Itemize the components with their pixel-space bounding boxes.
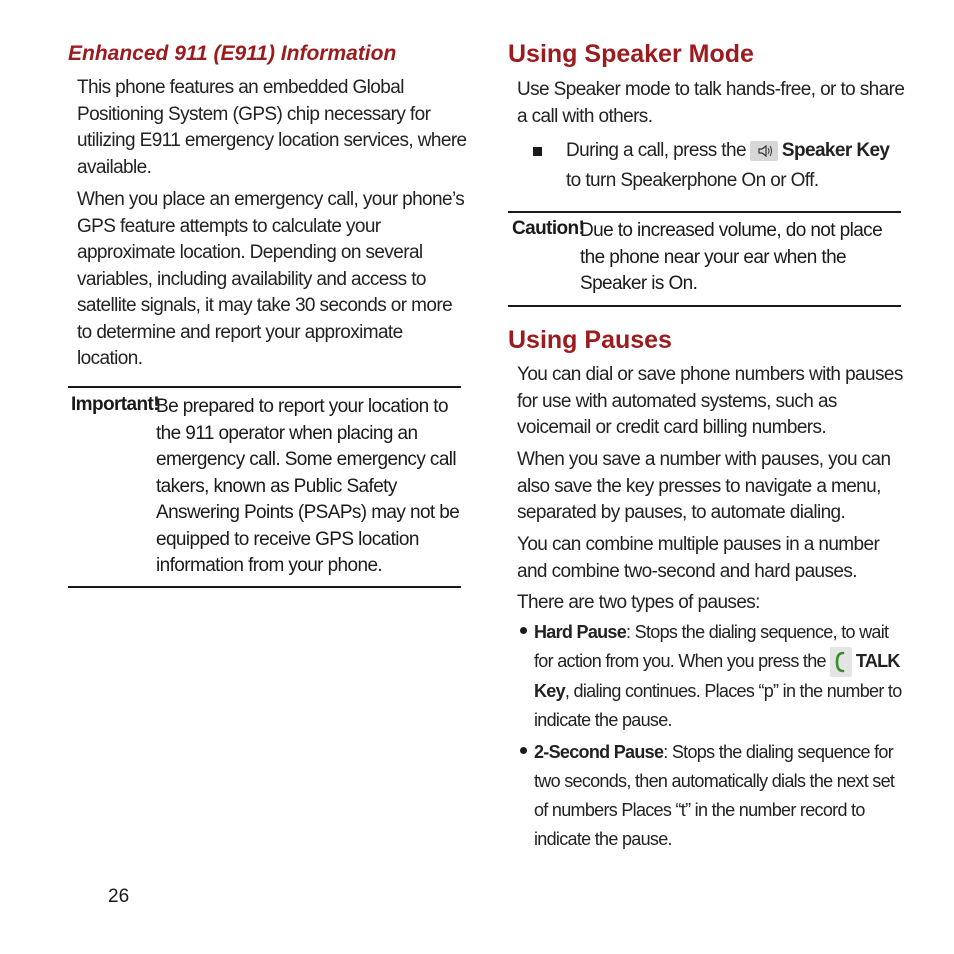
speaker-bullet-pre: During a call, press the — [566, 140, 746, 161]
second-pause-item — [534, 738, 904, 854]
speaker-intro: Use Speaker mode to talk hands-free, or to share a call with others. — [517, 79, 905, 127]
caution-top-rule — [508, 211, 901, 213]
pauses-paragraph-3: You can combine multiple pauses in a number and combine two-second and hard pauses. — [517, 534, 880, 582]
talk-key-label: TALK Key — [534, 651, 900, 702]
bullet-dot — [520, 747, 527, 754]
e911-paragraph-2: When you place an emergency call, your phone’s GPS feature attempts to calculate your approximate location. Depending on several variables, including availability and access to satellite signals, it may take 30 seconds or more to determine and report your approximate location. — [77, 189, 465, 369]
bullet-dot — [520, 627, 527, 634]
speaker-key-label: Speaker Key — [781, 140, 890, 161]
caution-text: Due to increased volume, do not place the phone near your ear when the Speaker is On. — [580, 220, 883, 294]
speaker-bullet — [566, 136, 906, 196]
bullet-square — [533, 147, 542, 156]
hard-pause-item — [534, 618, 904, 735]
hard-pause-label: Hard Pause — [534, 622, 627, 642]
speaker-key-icon — [750, 141, 778, 161]
caution-label: Caution! — [512, 218, 585, 239]
hard-pause-text-2: , dialing continues. Places “p” in the number to indicate the pause. — [534, 681, 902, 731]
pauses-paragraph-1: You can dial or save phone numbers with pauses for use with automated systems, such as voicemail or credit card billing numbers. — [517, 364, 903, 438]
second-pause-text: : Stops the dialing sequence for two seconds, then automatically dials the next set of numbers Places “t” in the number record to indicate the pause. — [534, 742, 895, 849]
talk-key-icon — [830, 647, 852, 677]
e911-paragraph-1: This phone features an embedded Global Positioning System (GPS) chip necessary for utilizing E911 emergency location services, where available. — [77, 77, 467, 178]
important-top-rule — [68, 386, 461, 388]
pauses-paragraph-4: There are two types of pauses: — [517, 592, 760, 613]
page-number: 26 — [108, 886, 130, 907]
hard-pause-text-1: : Stops the dialing sequence, to wait for action from you. When you press the — [534, 622, 889, 671]
section-heading-e911: Enhanced 911 (E911) Information — [68, 42, 397, 65]
speaker-bullet-post: to turn Speakerphone On or Off. — [566, 170, 819, 191]
pauses-paragraph-2: When you save a number with pauses, you can also save the key presses to navigate a menu, separated by pauses, to automate dialing. — [517, 449, 891, 523]
important-text: Be prepared to report your location to the 911 operator when placing an emergency call. Some emergency call takers, known as Public Safety Answering Points (PSAPs) may not be equipped to receive GPS location information from your phone. — [156, 396, 460, 576]
section-heading-using-pauses: Using Pauses — [508, 326, 672, 354]
important-label: Important! — [71, 394, 159, 415]
caution-bottom-rule — [508, 305, 901, 307]
important-bottom-rule — [68, 586, 461, 588]
section-heading-speaker-mode: Using Speaker Mode — [508, 40, 754, 68]
second-pause-label: 2-Second Pause — [534, 742, 664, 762]
